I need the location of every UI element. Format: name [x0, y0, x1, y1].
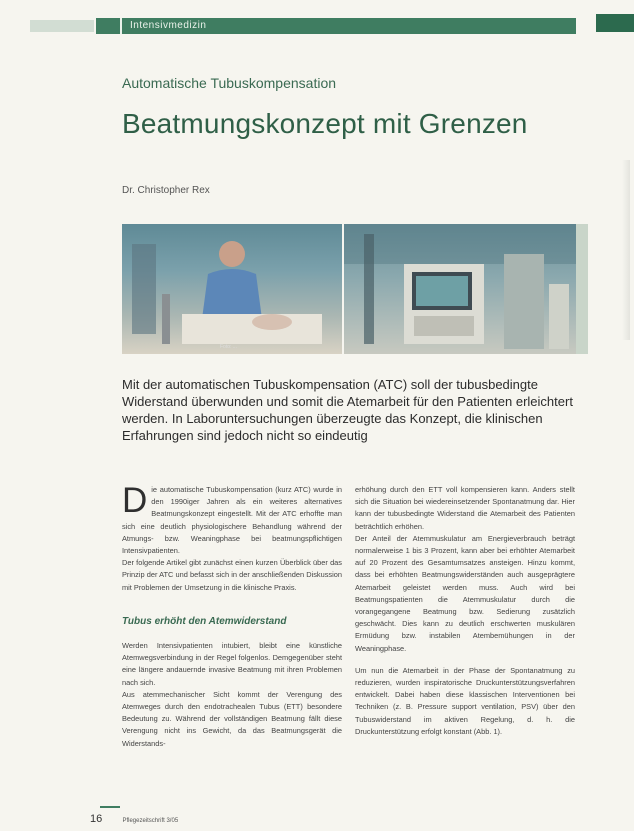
- article-column-2: [355, 484, 575, 738]
- paragraph-overview: Der folgende Artikel gibt zunächst einen kurzen Überblick über das Prinzip der ATC und befasst sich in der anschließenden Diskussion mit Problemen der Umsetzung in die klinische Praxis.: [122, 558, 342, 592]
- paragraph-respiratory-muscles: Der Anteil der Atemmuskulatur am Energieverbrauch beträgt normalerweise 1 bis 3 Prozent, kann aber bei erhöhter Atemarbeit auf 20 Prozent des Gesamtumsatzes ansteigen. Hinzu kommt, dass bei erhöhten Beatmungswiderständen auch ausgeprägtere Atemarbeit geleistet werden muss. Auch wird bei Beatmungspatienten die Atemmuskulatur durch die vorangegangene Beatmung bzw. Sedierung zusätzlich geschwächt. Dies kann zu deutlich erschwerten muskulären Ermüdung bzw. instabilen Atembemühungen in der Weaningphase.: [355, 533, 575, 653]
- page-footer: [90, 811, 178, 825]
- article-author: Dr. Christopher Rex: [122, 185, 210, 196]
- section-label: Intensivmedizin: [130, 20, 207, 31]
- photo-side-stripe: [576, 224, 588, 354]
- photo-caption: Foto: ...: [220, 344, 237, 350]
- article-kicker: Automatische Tubuskompensation: [122, 75, 337, 91]
- photo-right-illustration: [344, 224, 576, 354]
- drop-cap: D: [122, 481, 148, 520]
- photo-ventilator: [344, 224, 576, 354]
- header-divider: [120, 18, 122, 34]
- article-column-1: [122, 481, 342, 750]
- section-heading: Tubus erhöht den Atemwiderstand: [122, 615, 287, 627]
- publication-name: Pflegezeitschrift 3/05: [122, 818, 179, 824]
- article-title: Beatmungskonzept mit Grenzen: [122, 108, 528, 139]
- photo-nurse-with-patient: [122, 224, 342, 354]
- header-left-block: [30, 20, 94, 32]
- paragraph-pressure-support: Um nun die Atemarbeit in der Phase der Spontanatmung zu reduzieren, wurden inspiratorische Druckunterstützungsverfahren entwickelt. Dabei haben diese klassischen Interventionen bei Techniken (z. B. Pressure support ventilation, PSV) über den Tubuswiderstand im aktiven Regelung, d. h. die Druckunterstützung erfolgt konstant (Abb. 1).: [355, 665, 575, 736]
- paragraph-intubation: Werden Intensivpatienten intubiert, bleibt eine künstliche Atemwegsverbindung in der Regel folgenlos. Demgegenüber steht eine längere andauernde invasive Beatmung mit ihren Problemen nach sich.: [122, 641, 342, 687]
- header-bar: [0, 0, 634, 42]
- paragraph-resistance: erhöhung durch den ETT voll kompensieren kann. Anders stellt sich die Situation bei wiedereinsetzender Spontanatmung dar. Hier kann der tubusbedingte Widerstand die Atemarbeit des Patienten beträchtlich erhöhen.: [355, 485, 575, 531]
- page-number: 16: [90, 813, 103, 825]
- photo-left-illustration: [122, 224, 342, 354]
- header-right-block: [596, 14, 634, 32]
- page-edge-shadow: [622, 160, 630, 340]
- paragraph-intro: ie automatische Tubuskompensation (kurz ATC) wurde in den 1990iger Jahren als ein weiteres alternatives Beatmungskonzept eingestellt. Mit der ATC erhoffte man sich eine deutlich physiologischere Behandlung während der Atmungs- bzw. Weaningphase bei beatmungspflichtigen Intensivpatienten.: [122, 485, 342, 556]
- footer-rule: [100, 806, 120, 808]
- paragraph-airway: Aus atemmechanischer Sicht kommt der Verengung des Atemweges durch den endotrachealen Tubus (ETT) besondere Bedeutung zu. Während der vollständigen Beatmung fällt diese Verengung nicht ins Gewicht, da das Beatmungsgerät die Widerstands-: [122, 689, 342, 748]
- article-lead: Mit der automatischen Tubuskompensation (ATC) soll der tubusbedingte Widerstand überwunden und somit die Atemarbeit für den Patienten erleichtert werden. In Laboruntersuchungen überzeugte das Konzept, die klinischen Erfahrungen sind jedoch nicht so eindeutig: [122, 377, 573, 443]
